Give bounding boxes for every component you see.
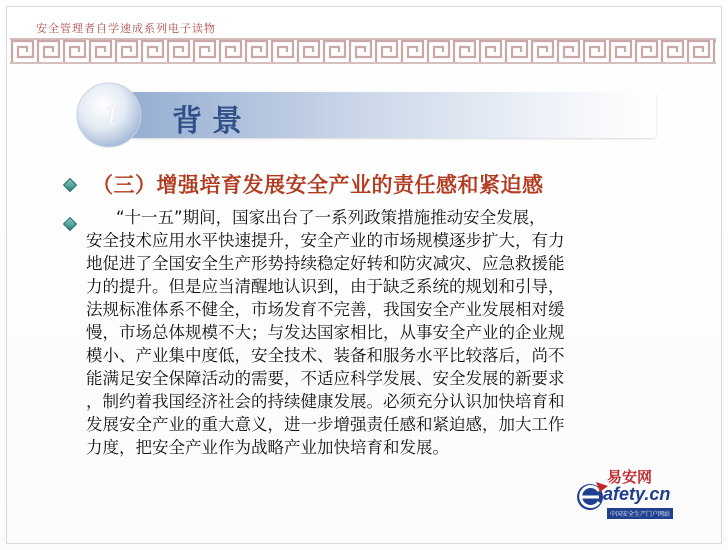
- logo-name: 易安网: [607, 468, 653, 486]
- paragraph-line: 法规标准体系不健全，市场发育不完善，我国安全产业发展相对缓: [86, 300, 565, 319]
- paragraph-line: 模小、产业集中度低，安全技术、装备和服务水平比较落后，尚不: [86, 346, 565, 365]
- paragraph-line: 发展安全产业的重大意义，进一步增强责任感和紧迫感，加大工作: [86, 415, 565, 434]
- paragraph-line: ，制约着我国经济社会的持续健康发展。必须充分认识加快培育和: [86, 392, 565, 411]
- paragraph-line: 地促进了全国安全生产形势持续稳定好转和防灾减灾、应急救援能: [86, 254, 565, 273]
- paragraph-line: 能满足安全保障活动的需要，不适应科学发展、安全发展的新要求: [86, 369, 565, 388]
- meander-border: [10, 38, 716, 64]
- paragraph-line: 慢，市场总体规模不大；与发达国家相比，从事安全产业的企业规: [86, 323, 565, 342]
- logo-url: afety.cn: [603, 484, 671, 504]
- paragraph-line: “十一五”期间，国家出台了一系列政策措施推动安全发展，: [116, 208, 546, 227]
- paragraph: [86, 206, 682, 459]
- section-title: 背景: [172, 104, 252, 139]
- title-banner: [100, 92, 656, 138]
- paragraph-line: 力度，把安全产业作为战略产业加快培育和发展。: [86, 438, 449, 457]
- header-caption: 安全管理者自学速成系列电子读物: [36, 22, 216, 35]
- section-number-badge: [74, 80, 144, 150]
- site-logo[interactable]: [574, 466, 714, 522]
- paragraph-line: 安全技术应用水平快速提升，安全产业的市场规模逐步扩大，有力: [86, 231, 565, 250]
- logo-tagline: 中国安全生产门户网站: [607, 508, 673, 519]
- section-number: 1: [104, 101, 121, 131]
- subheading: （三）增强培育发展安全产业的责任感和紧迫感: [92, 173, 544, 197]
- paragraph-line: 力的提升。但是应当清醒地认识到，由于缺乏系统的规划和引导，: [86, 277, 565, 296]
